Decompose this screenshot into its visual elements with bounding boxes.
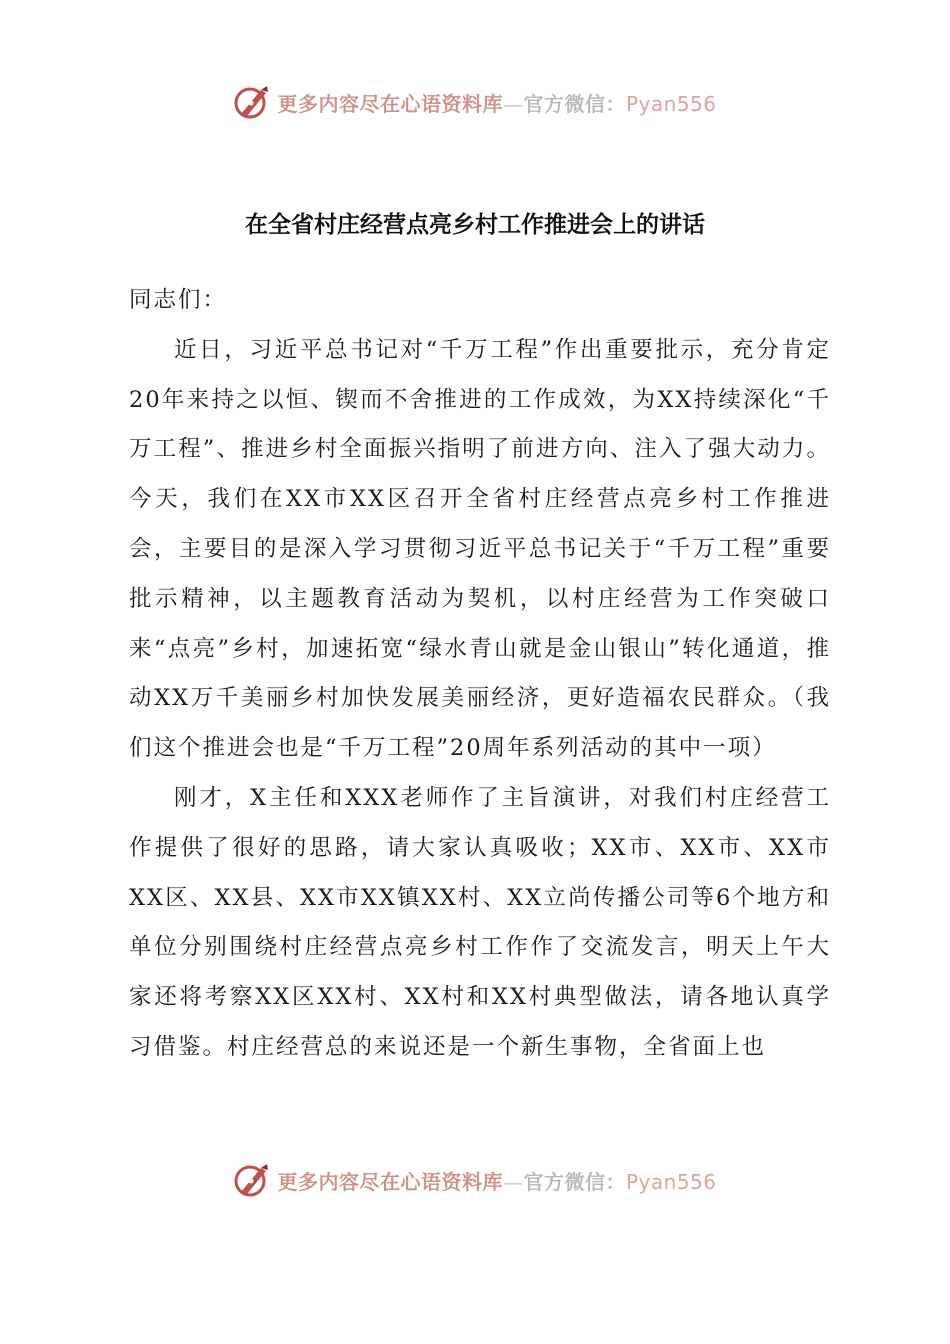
watermark-dash: —: [502, 91, 524, 116]
paragraph-1: 近日，习近平总书记对“千万工程”作出重要批示，充分肯定20年来持之以恒、锲而不舍推进的工作成效，为XX持续深化“千万工程”、推进乡村全面振兴指明了前进方向、注入了强大动力。今天，我们在XX市XX区召开全省村庄经营点亮乡村工作推进会，主要目的是深入学习贯彻习近平总书记关于“千万工程”重要批示精神，以主题教育活动为契机，以村庄经营为工作突破口来“点亮”乡村，加速拓宽“绿水青山就是金山银山”转化通道，推动XX万千美丽乡村加快发展美丽经济，更好造福农民群众。（我们这个推进会也是“千万工程”20周年系列活动的其中一项）: [129, 336, 831, 762]
paragraph-2: 刚才，X主任和XXX老师作了主旨演讲，对我们村庄经营工作提供了很好的思路，请大家认真吸收；XX市、XX市、XX市XX区、XX县、XX市XX镇XX村、XX立尚传播公司等6个地方和单位分别围绕村庄经营点亮乡村工作作了交流发言，明天上午大家还将考察XX区XX村、XX村和XX村典型做法，请各地认真学习借鉴。村庄经营总的来说还是一个新生事物，全省面上也: [129, 784, 831, 1060]
footer-watermark: [0, 1162, 950, 1198]
pen-logo-icon: [233, 1162, 271, 1198]
salutation: 同志们：: [129, 287, 228, 313]
watermark-wechat-id: Pyan556: [625, 1169, 717, 1194]
watermark-wechat-id: Pyan556: [625, 91, 717, 116]
document-body: [129, 276, 831, 1073]
watermark-sub-text: 官方微信：: [523, 1169, 626, 1194]
header-watermark: [0, 84, 950, 120]
pen-logo-icon: [233, 84, 271, 120]
watermark-dash: —: [502, 1169, 524, 1194]
watermark-main-text: 更多内容尽在心语资料库: [277, 1169, 503, 1194]
watermark-sub-text: 官方微信：: [523, 91, 626, 116]
document-title: 在全省村庄经营点亮乡村工作推进会上的讲话: [245, 212, 705, 238]
watermark-main-text: 更多内容尽在心语资料库: [277, 91, 503, 116]
